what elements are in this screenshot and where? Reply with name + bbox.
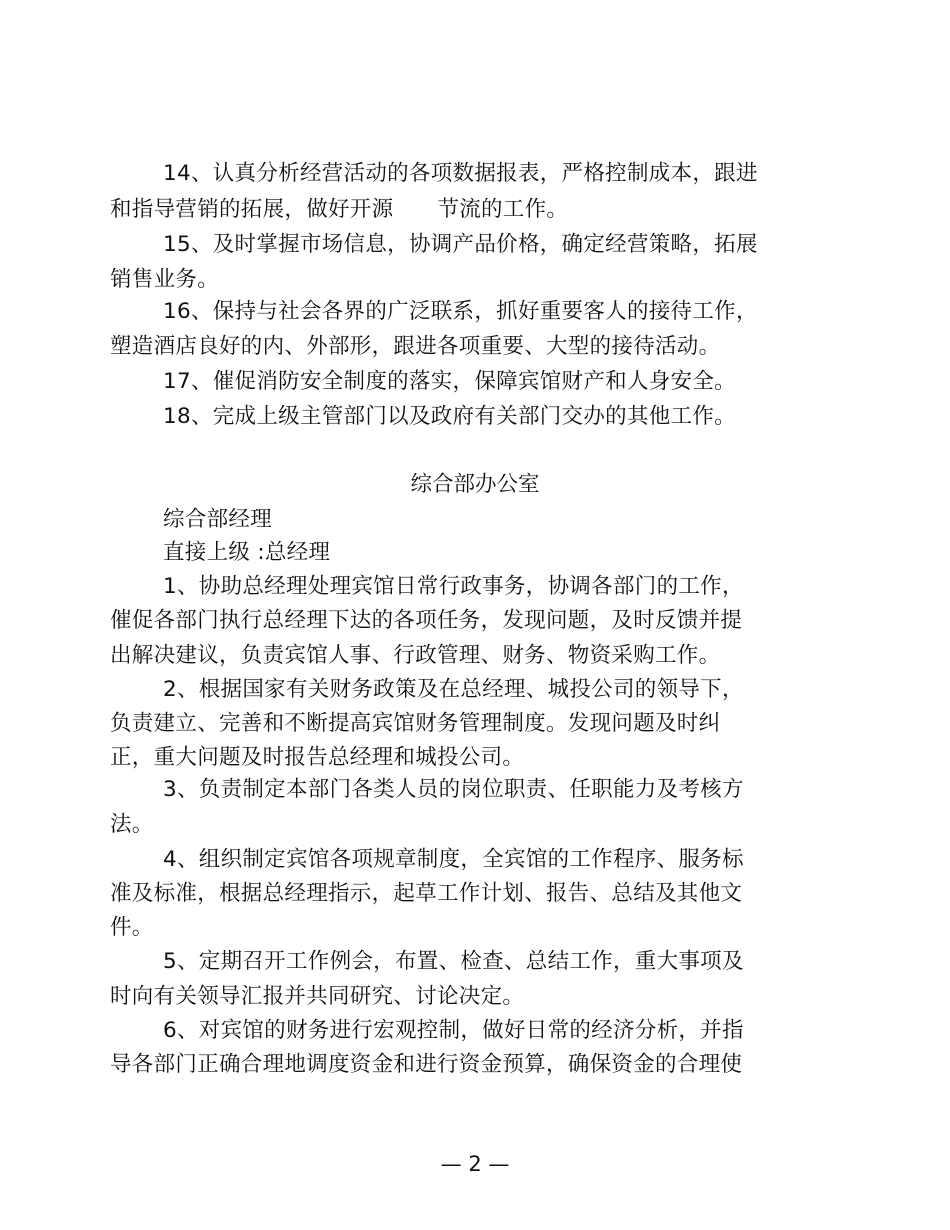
item-15-line-2: 销售业务。 xyxy=(110,267,220,292)
position-title: 综合部经理 xyxy=(163,507,273,532)
duty-4-line-1: 4、组织制定宾馆各项规章制度，全宾馆的工作程序、服务标 xyxy=(163,847,744,872)
duty-2-line-1: 2、根据国家有关财务政策及在总经理、城投公司的领导下， xyxy=(163,677,744,702)
duty-1-line-2: 催促各部门执行总经理下达的各项任务，发现问题，及时反馈并提 xyxy=(110,608,743,633)
duty-6-line-1: 6、对宾馆的财务进行宏观控制，做好日常的经济分析，并指 xyxy=(163,1018,744,1043)
duty-5-line-1: 5、定期召开工作例会，布置、检查、总结工作，重大事项及 xyxy=(163,949,744,974)
duty-2-line-3: 正，重大问题及时报告总经理和城投公司。 xyxy=(110,745,525,770)
duty-2-line-2: 负责建立、完善和不断提高宾馆财务管理制度。发现问题及时纠 xyxy=(110,711,721,736)
duty-4-line-3: 件。 xyxy=(110,915,154,940)
duty-1-line-3: 出解决建议，负责宾馆人事、行政管理、财务、物资采购工作。 xyxy=(110,643,721,668)
item-16-line-1: 16、保持与社会各界的广泛联系，抓好重要客人的接待工作， xyxy=(163,299,758,324)
item-15-line-1: 15、及时掌握市场信息，协调产品价格，确定经营策略，拓展 xyxy=(163,232,758,257)
section-title: 综合部办公室 xyxy=(410,472,540,497)
duty-4-line-2: 准及标准，根据总经理指示，起草工作计划、报告、总结及其他文 xyxy=(110,881,743,906)
duty-3-line-1: 3、负责制定本部门各类人员的岗位职责、任职能力及考核方 xyxy=(163,777,744,802)
duty-1-line-1: 1、协助总经理处理宾馆日常行政事务，协调各部门的工作， xyxy=(163,574,744,599)
duty-3-line-2: 法。 xyxy=(110,812,154,837)
item-14-line-1: 14、认真分析经营活动的各项数据报表，严格控制成本，跟进 xyxy=(163,161,758,186)
item-14-line-2-part-b: 节流的工作。 xyxy=(437,197,569,222)
direct-superior: 直接上级 :总经理 xyxy=(163,540,331,565)
duty-6-line-2: 导各部门正确合理地调度资金和进行资金预算，确保资金的合理使 xyxy=(110,1052,743,1077)
item-14-line-2 xyxy=(110,196,568,224)
item-14-line-2-part-a: 和指导营销的拓展，做好开源 xyxy=(110,197,394,222)
duty-5-line-2: 时向有关领导汇报并共同研究、讨论决定。 xyxy=(110,984,525,1009)
item-16-line-2: 塑造酒店良好的内、外部形，跟进各项重要、大型的接待活动。 xyxy=(110,334,721,359)
item-17-line-1: 17、催促消防安全制度的落实，保障宾馆财产和人身安全。 xyxy=(163,369,736,394)
page-number: — 2 — xyxy=(440,1152,510,1176)
item-18-line-1: 18、完成上级主管部门以及政府有关部门交办的其他工作。 xyxy=(163,404,736,429)
